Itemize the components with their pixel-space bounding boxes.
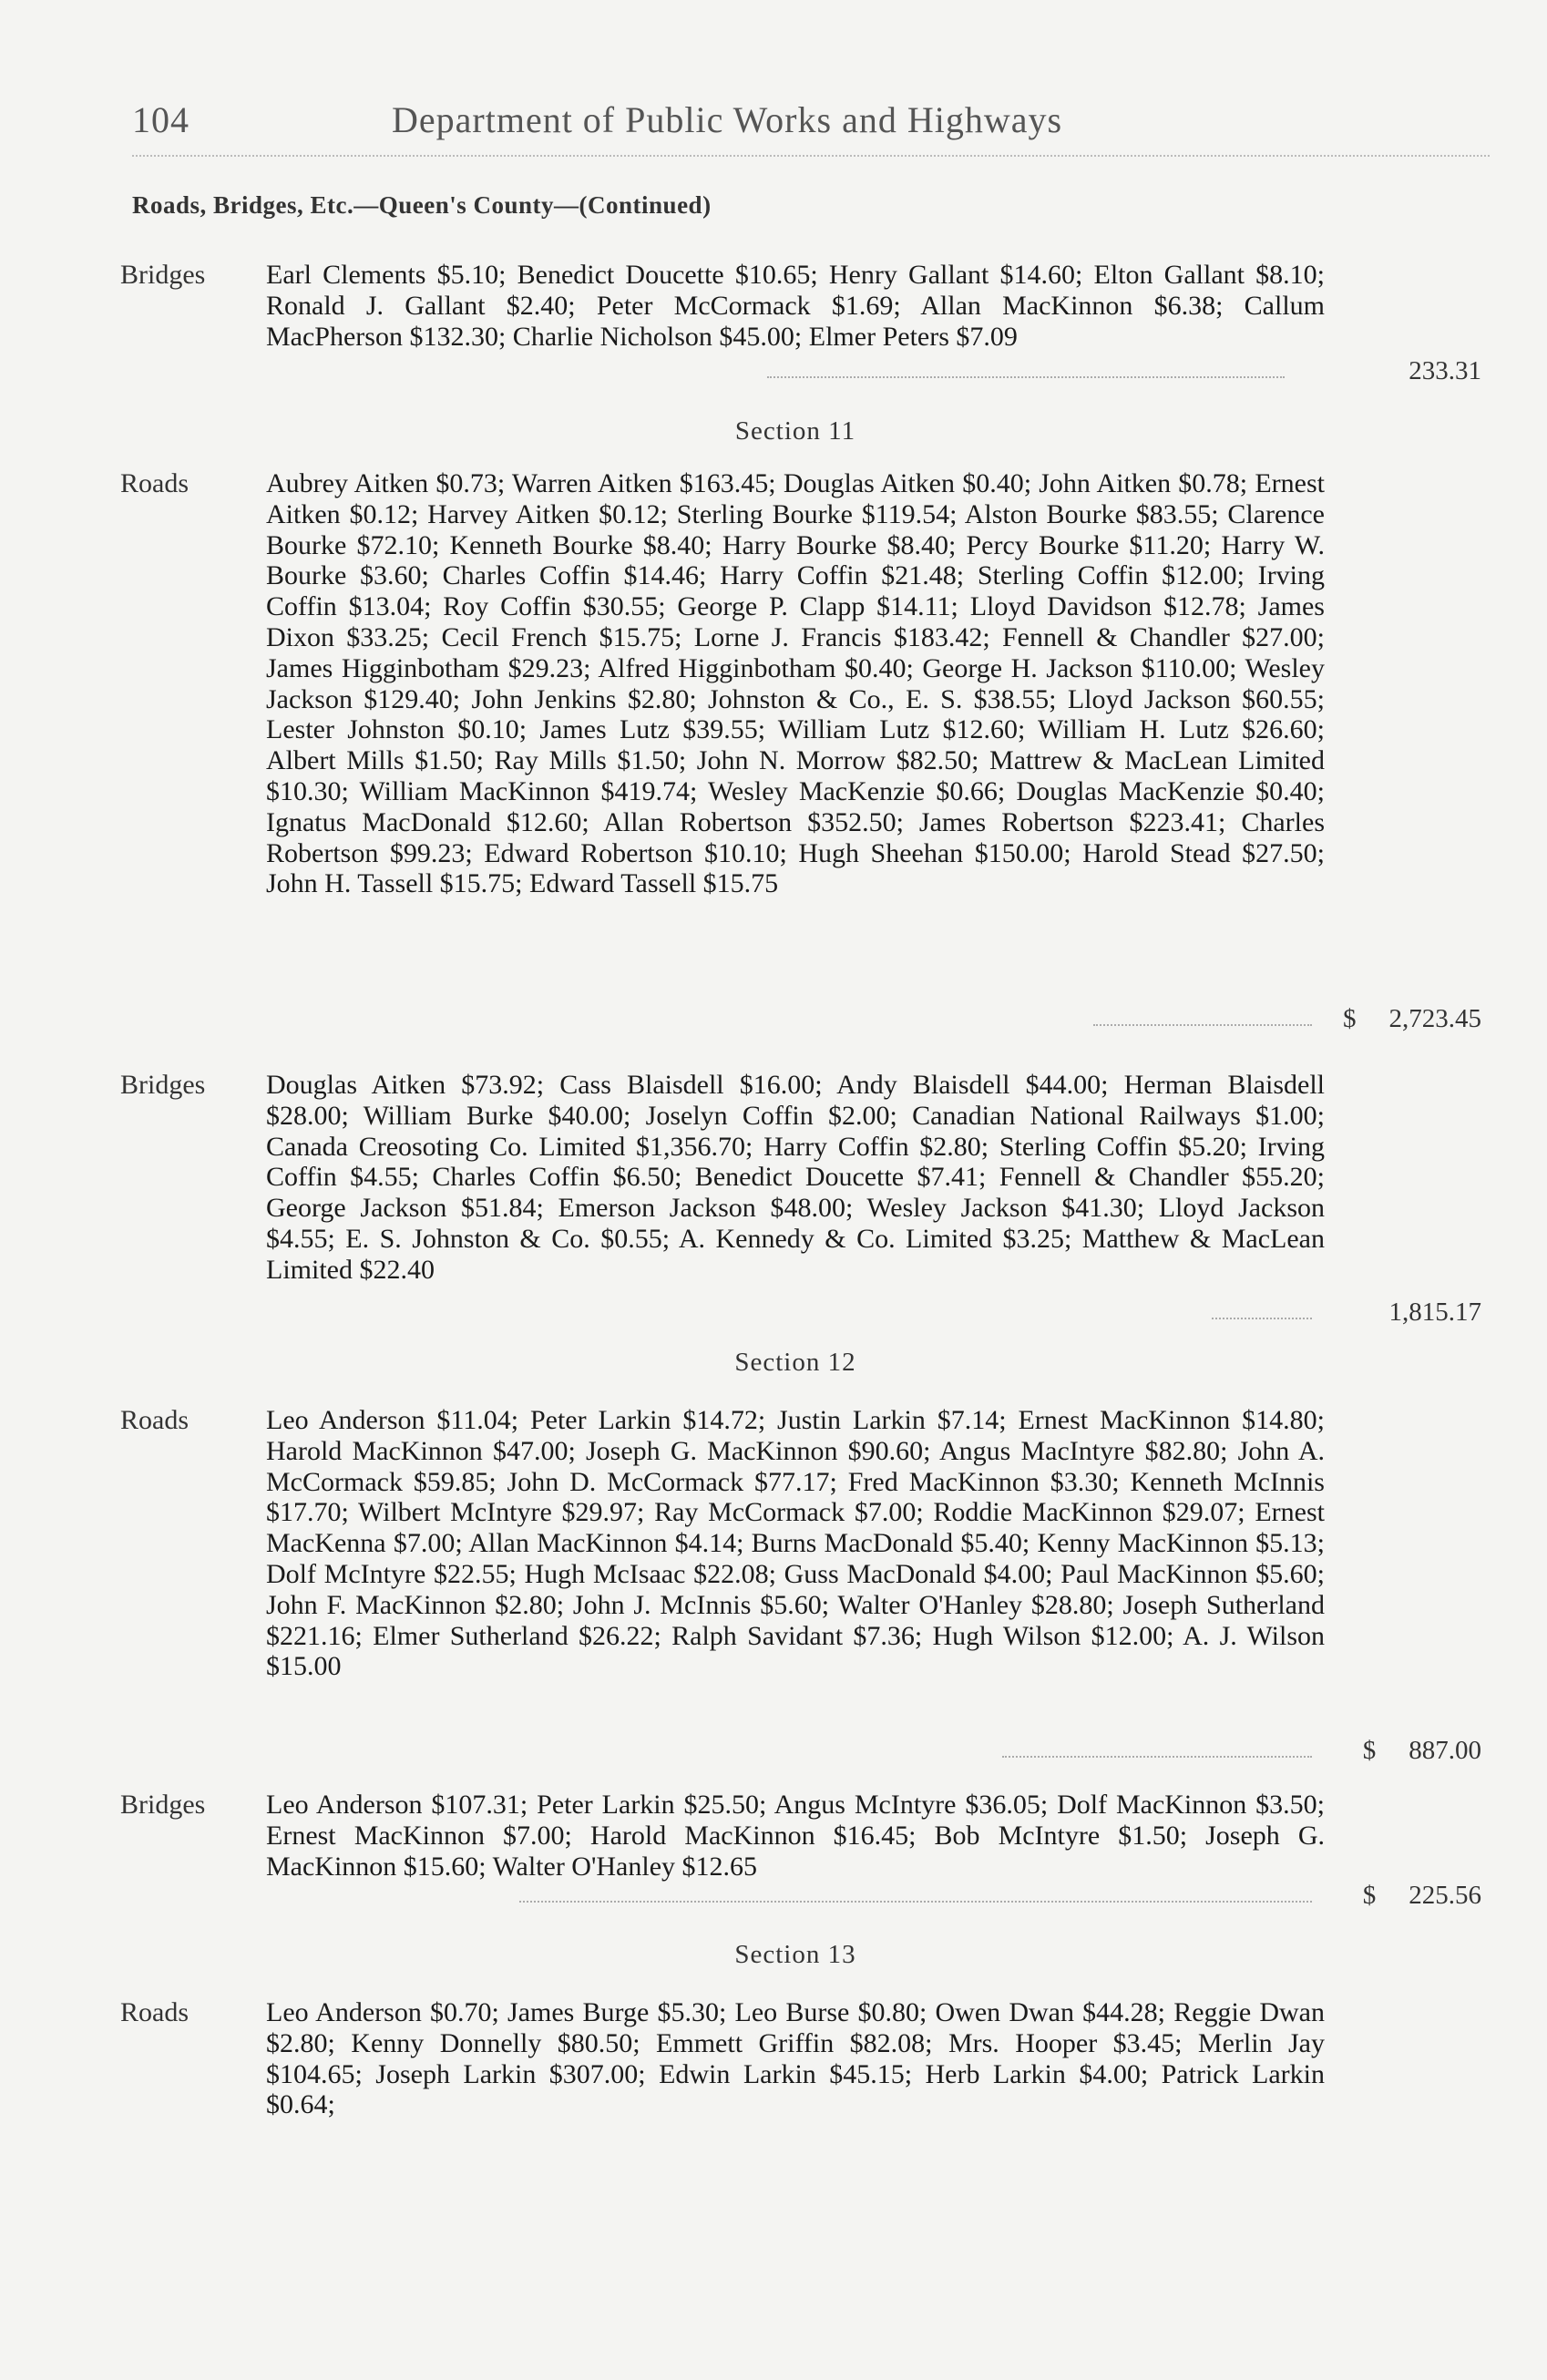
entry-text: Leo Anderson $11.04; Peter Larkin $14.72; Justin Larkin $7.14; Ernest MacKinnon $14.80; Harold MacKinnon $47.00; Joseph G. MacKinnon $90.60; Angus MacIntyre $82.80; John A. McCormack $59.85; John D. McCormack $77.17; Fred MacKinnon $3.30; Kenneth McInnis $17.70; Wilbert McIntyre $29.97; Ray McCormack $7.00; Roddie MacKinnon $29.07; Ernest MacKenna $7.00; Allan MacKinnon $4.14; Burns MacDonald $5.40; Kenny MacKinnon $5.13; Dolf McIntyre $22.55; Hugh McIsaac $22.08; Guss MacDonald $4.00; Paul MacKinnon $5.60; John F. MacKinnon $2.80; John J. McInnis $5.60; Walter O'Hanley $28.80; Joseph Sutherland $221.16; Elmer Sutherland $26.22; Ralph Savidant $7.36; Hugh Wilson $12.00; A. J. Wilson $15.00 — [266, 1405, 1325, 1682]
entry-label: Bridges — [120, 1070, 206, 1100]
entry-amount — [1363, 1736, 1481, 1766]
entry-label: Bridges — [120, 260, 206, 290]
entry-label: Roads — [120, 468, 189, 498]
amount-value: 1,815.17 — [1388, 1298, 1481, 1327]
entry-text: Aubrey Aitken $0.73; Warren Aitken $163.45; Douglas Aitken $0.40; John Aitken $0.78; Ernest Aitken $0.12; Harvey Aitken $0.12; Sterling Bourke $119.54; Alston Bourke $83.55; Clarence Bourke $72.10; Kenneth Bourke $8.40; Harry Bourke $8.40; Percy Bourke $11.20; Harry W. Bourke $3.60; Charles Coffin $14.46; Harry Coffin $21.48; Sterling Coffin $12.00; Irving Coffin $13.04; Roy Coffin $30.55; George P. Clapp $14.11; Lloyd Davidson $12.78; James Dixon $33.25; Cecil French $15.75; Lorne J. Francis $183.42; Fennell & Chandler $27.00; James Higginbotham $29.23; Alfred Higginbotham $0.40; George H. Jackson $110.00; Wesley Jackson $129.40; John Jenkins $2.80; Johnston & Co., E. S. $38.55; Lloyd Jackson $60.55; Lester Johnston $0.10; James Lutz $39.55; William Lutz $12.60; William H. Lutz $26.60; Albert Mills $1.50; Ray Mills $1.50; John N. Morrow $82.50; Mattrew & MacLean Limited $10.30; William MacKinnon $419.74; Wesley MacKenzie $0.66; Douglas MacKenzie $0.40; Ignatus MacDonald $12.60; Allan Robertson $352.50; James Robertson $223.41; Charles Robertson $99.23; Edward Robertson $10.10; Hugh Sheehan $150.00; Harold Stead $27.50; John H. Tassell $15.75; Edward Tassell $15.75 — [266, 468, 1325, 899]
amount-value: 887.00 — [1409, 1736, 1481, 1765]
running-title: Department of Public Works and Highways — [392, 99, 1063, 140]
section-heading: Section 13 — [734, 1940, 856, 1969]
leader-dots — [767, 376, 1285, 378]
amount-value: 2,723.45 — [1388, 1004, 1481, 1033]
header-rule — [132, 155, 1490, 157]
page-number: 104 — [132, 99, 190, 140]
currency-sign: $ — [1362, 1736, 1377, 1765]
currency-sign: $ — [1343, 1004, 1357, 1033]
entry-label: Roads — [120, 1405, 189, 1435]
table-subtitle: Roads, Bridges, Etc.—Queen's County—(Continued) — [132, 191, 712, 219]
section-heading: Section 12 — [734, 1348, 856, 1377]
entry-text: Leo Anderson $107.31; Peter Larkin $25.50; Angus McIntyre $36.05; Dolf MacKinnon $3.50; Ernest MacKinnon $7.00; Harold MacKinnon $16.45; Bob McIntyre $1.50; Joseph G. MacKinnon $15.60; Walter O'Hanley $12.65 — [266, 1790, 1325, 1882]
entry-label: Bridges — [120, 1790, 206, 1820]
leader-dots — [519, 1901, 1312, 1903]
entry-amount — [1343, 1004, 1481, 1034]
entry-amount — [1376, 356, 1481, 386]
entry-label: Roads — [120, 1997, 189, 2027]
entry-amount — [1357, 1298, 1482, 1328]
leader-dots — [1002, 1756, 1312, 1758]
entry-text: Earl Clements $5.10; Benedict Doucette $10.65; Henry Gallant $14.60; Elton Gallant $8.10; Ronald J. Gallant $2.40; Peter McCormack $1.69; Allan MacKinnon $6.38; Callum MacPherson $132.30; Charlie Nicholson $45.00; Elmer Peters $7.09 — [266, 260, 1325, 352]
amount-value: 233.31 — [1409, 356, 1481, 385]
leader-dots — [1093, 1024, 1312, 1026]
section-heading: Section 11 — [734, 416, 856, 446]
leader-dots — [1212, 1318, 1312, 1319]
entry-amount — [1363, 1881, 1481, 1911]
page-header — [132, 98, 1225, 144]
entry-text: Leo Anderson $0.70; James Burge $5.30; Leo Burse $0.80; Owen Dwan $44.28; Reggie Dwan $2.80; Kenny Donnelly $80.50; Emmett Griffin $82.08; Mrs. Hooper $3.45; Merlin Jay $104.65; Joseph Larkin $307.00; Edwin Larkin $45.15; Herb Larkin $4.00; Patrick Larkin $0.64; — [266, 1997, 1325, 2120]
entry-text: Douglas Aitken $73.92; Cass Blaisdell $16.00; Andy Blaisdell $44.00; Herman Blaisdell $28.00; William Burke $40.00; Joselyn Coffin $2.00; Canadian National Railways $1.00; Canada Creosoting Co. Limited $1,356.70; Harry Coffin $2.80; Sterling Coffin $5.20; Irving Coffin $4.55; Charles Coffin $6.50; Benedict Doucette $7.41; Fennell & Chandler $55.20; George Jackson $51.84; Emerson Jackson $48.00; Wesley Jackson $41.30; Lloyd Jackson $4.55; E. S. Johnston & Co. $0.55; A. Kennedy & Co. Limited $3.25; Matthew & MacLean Limited $22.40 — [266, 1070, 1325, 1285]
amount-value: 225.56 — [1409, 1881, 1481, 1910]
currency-sign: $ — [1362, 1881, 1377, 1910]
